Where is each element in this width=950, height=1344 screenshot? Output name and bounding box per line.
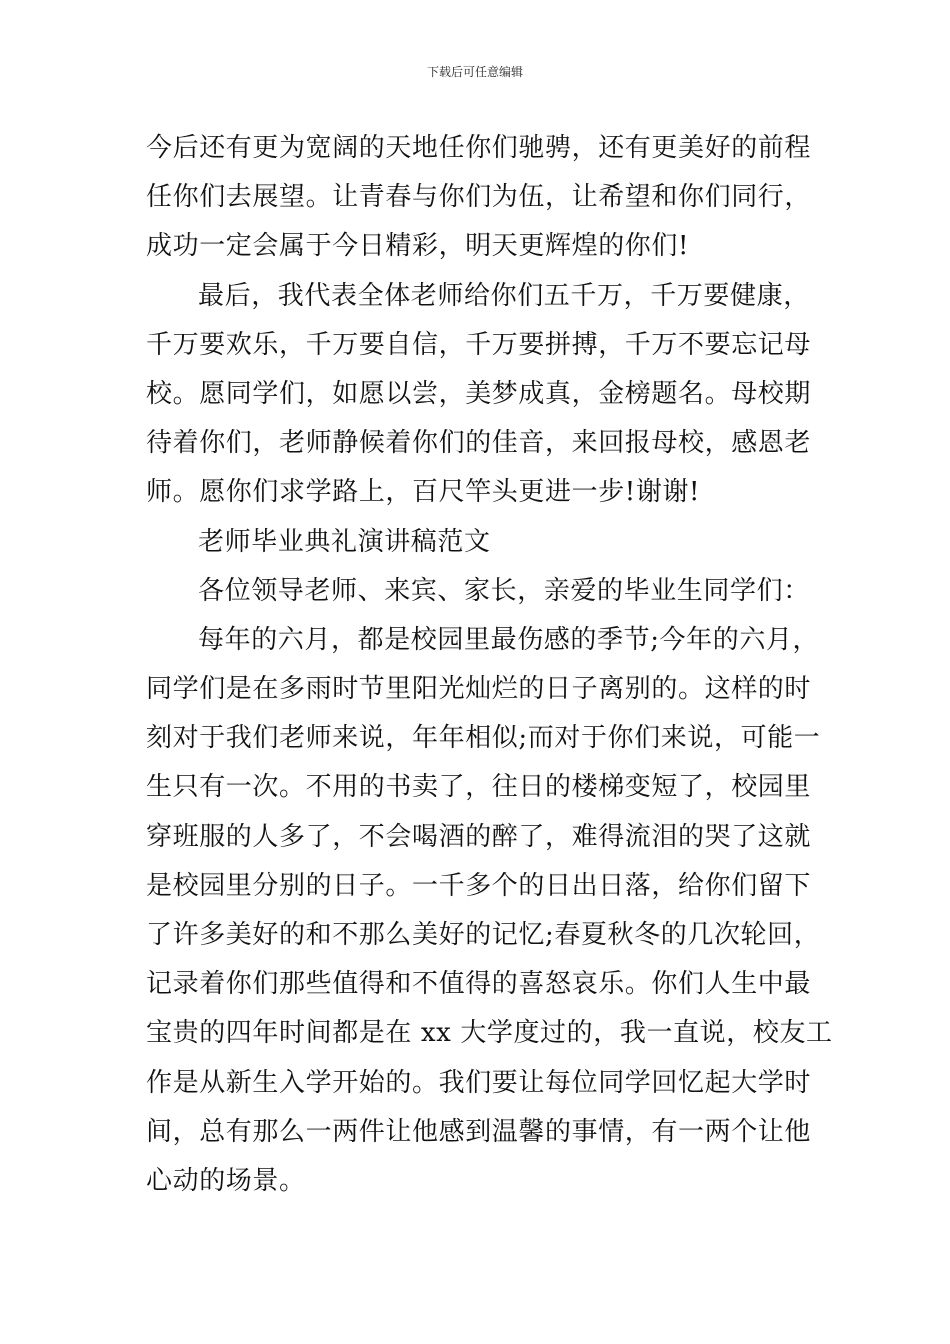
text-line: 间，总有那么一两件让他感到温馨的事情，有一两个让他 <box>146 1116 812 1147</box>
text-line: 了许多美好的和不那么美好的记忆;春夏秋冬的几次轮回， <box>146 920 821 950</box>
section-title <box>146 518 814 567</box>
text-line: 记录着你们那些值得和不值得的喜怒哀乐。你们人生中最 <box>146 969 812 1000</box>
text-line: 师。愿你们求学路上，百尺竿头更进一步!谢谢! <box>146 477 701 508</box>
salutation-text: 各位领导老师、来宾、家长，亲爱的毕业生同学们： <box>198 575 810 606</box>
text-line: 刻对于我们老师来说，年年相似;而对于你们来说，可能一 <box>146 723 821 754</box>
salutation <box>146 567 814 616</box>
text-line: 任你们去展望。让青春与你们为伍，让希望和你们同行， <box>146 182 812 213</box>
text-line: 心动的场景。 <box>146 1165 306 1196</box>
text-line: 穿班服的人多了，不会喝酒的醉了，难得流泪的哭了这就 <box>146 821 812 852</box>
text-line: 待着你们，老师静候着你们的佳音，来回报母校，感恩老 <box>146 428 812 459</box>
text-line: 同学们是在多雨时节里阳光灿烂的日子离别的。这样的时 <box>146 674 812 705</box>
paragraph-june-farewell <box>146 616 833 1206</box>
text-line: 每年的六月，都是校园里最伤感的季节;今年的六月， <box>198 624 820 655</box>
text-line: 今后还有更为宽阔的天地任你们驰骋，还有更美好的前程 <box>146 133 812 163</box>
text-line: 宝贵的四年时间都是在 xx 大学度过的，我一直说，校友工 <box>146 1018 833 1049</box>
paragraph-final-blessing <box>146 272 814 518</box>
document-body <box>146 124 833 1206</box>
text-line: 作是从新生入学开始的。我们要让每位同学回忆起大学时 <box>146 1067 812 1098</box>
paragraph-closing-wishes <box>146 124 814 272</box>
text-line: 校。愿同学们，如愿以尝，美梦成真，金榜题名。母校期 <box>146 378 812 409</box>
text-line: 成功一定会属于今日精彩，明天更辉煌的你们! <box>146 231 690 262</box>
text-line: 是校园里分别的日子。一千多个的日出日落，给你们留下 <box>146 870 812 901</box>
text-line: 最后，我代表全体老师给你们五千万，千万要健康， <box>198 280 810 311</box>
text-line: 生只有一次。不用的书卖了，往日的楼梯变短了，校园里 <box>146 772 812 803</box>
text-line: 千万要欢乐，千万要自信，千万要拼搏，千万不要忘记母 <box>146 329 812 360</box>
section-title-text: 老师毕业典礼演讲稿范文 <box>198 526 491 557</box>
page-header-note: 下载后可任意编辑 <box>426 65 523 79</box>
